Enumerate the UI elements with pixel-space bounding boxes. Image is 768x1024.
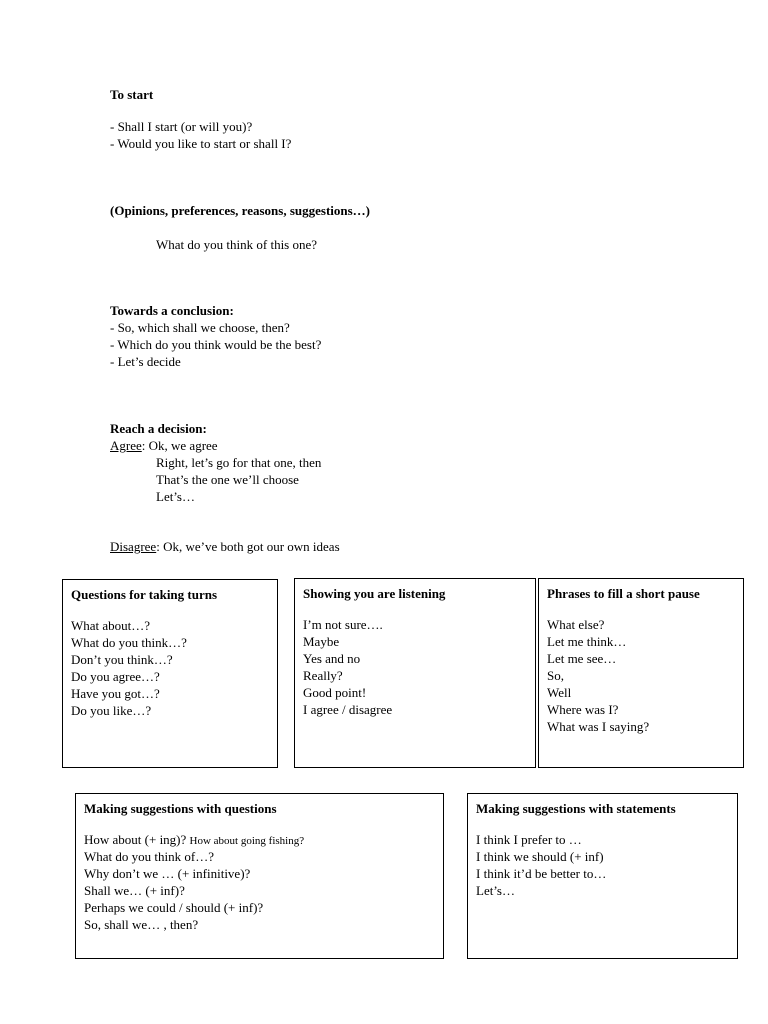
list-item: Maybe (303, 634, 340, 649)
box-suggestions-questions-title: Making suggestions with questions (84, 801, 277, 816)
list-item: I think I prefer to … (476, 832, 582, 847)
disagree-label: Disagree (110, 539, 157, 554)
list-item: Perhaps we could / should (+ inf)? (84, 900, 264, 915)
agree-line-1: Ok, we agree (148, 438, 218, 453)
box-taking-turns (62, 579, 278, 768)
list-item: I’m not sure…. (303, 617, 383, 632)
list-item: I agree / disagree (303, 702, 393, 717)
list-item (84, 831, 435, 848)
list-item: What do you think of…? (84, 849, 214, 864)
list-item: Where was I? (547, 702, 619, 717)
list-item: Have you got…? (71, 686, 160, 701)
agree-line-4: Let’s… (156, 489, 195, 504)
agree-line-2: Right, let’s go for that one, then (156, 455, 322, 470)
box-short-pause (538, 578, 744, 768)
list-item: I think we should (+ inf) (476, 849, 604, 864)
agree-row (110, 437, 218, 454)
list-item: Good point! (303, 685, 367, 700)
list-item: Do you agree…? (71, 669, 160, 684)
box-listening (294, 578, 536, 768)
list-item: Let’s… (476, 883, 515, 898)
conclusion-line-1: - So, which shall we choose, then? (110, 320, 290, 335)
box-suggestions-questions (75, 793, 444, 959)
box-suggestions-statements (467, 793, 738, 959)
first-item-text: How about (+ ing)? (84, 832, 187, 847)
list-item: Let me see… (547, 651, 617, 666)
list-item: Really? (303, 668, 343, 683)
list-item: Let me think… (547, 634, 627, 649)
conclusion-line-2: - Which do you think would be the best? (110, 337, 322, 352)
list-item: Why don’t we … (+ infinitive)? (84, 866, 251, 881)
disagree-line: Ok, we’ve both got our own ideas (163, 539, 340, 554)
list-item: Don’t you think…? (71, 652, 173, 667)
to-start-line-2: - Would you like to start or shall I? (110, 136, 292, 151)
list-item: Shall we… (+ inf)? (84, 883, 185, 898)
agree-label: Agree (110, 438, 142, 453)
box-listening-title: Showing you are listening (303, 586, 446, 601)
conclusion-heading: Towards a conclusion: (110, 303, 234, 318)
box-suggestions-statements-title: Making suggestions with statements (476, 801, 676, 816)
list-item: I think it’d be better to… (476, 866, 607, 881)
disagree-colon: : (156, 539, 164, 554)
opinions-example: What do you think of this one? (156, 237, 318, 252)
opinions-heading: (Opinions, preferences, reasons, suggestions…) (110, 203, 371, 218)
decision-heading: Reach a decision: (110, 421, 207, 436)
list-item: So, (547, 668, 564, 683)
list-item: So, shall we… , then? (84, 917, 199, 932)
list-item: Well (547, 685, 572, 700)
box-short-pause-title: Phrases to fill a short pause (547, 586, 700, 601)
agree-line-3: That’s the one we’ll choose (156, 472, 299, 487)
list-item: What else? (547, 617, 605, 632)
list-item: What about…? (71, 618, 151, 633)
list-item: What was I saying? (547, 719, 650, 734)
conclusion-line-3: - Let’s decide (110, 354, 181, 369)
to-start-line-1: - Shall I start (or will you)? (110, 119, 253, 134)
first-item-example: How about going fishing? (189, 835, 305, 847)
list-item: Do you like…? (71, 703, 152, 718)
list-item: Yes and no (303, 651, 361, 666)
box-taking-turns-title: Questions for taking turns (71, 587, 218, 602)
to-start-heading: To start (110, 87, 154, 102)
agree-colon: : (141, 438, 149, 453)
disagree-row (110, 538, 340, 555)
list-item: What do you think…? (71, 635, 187, 650)
